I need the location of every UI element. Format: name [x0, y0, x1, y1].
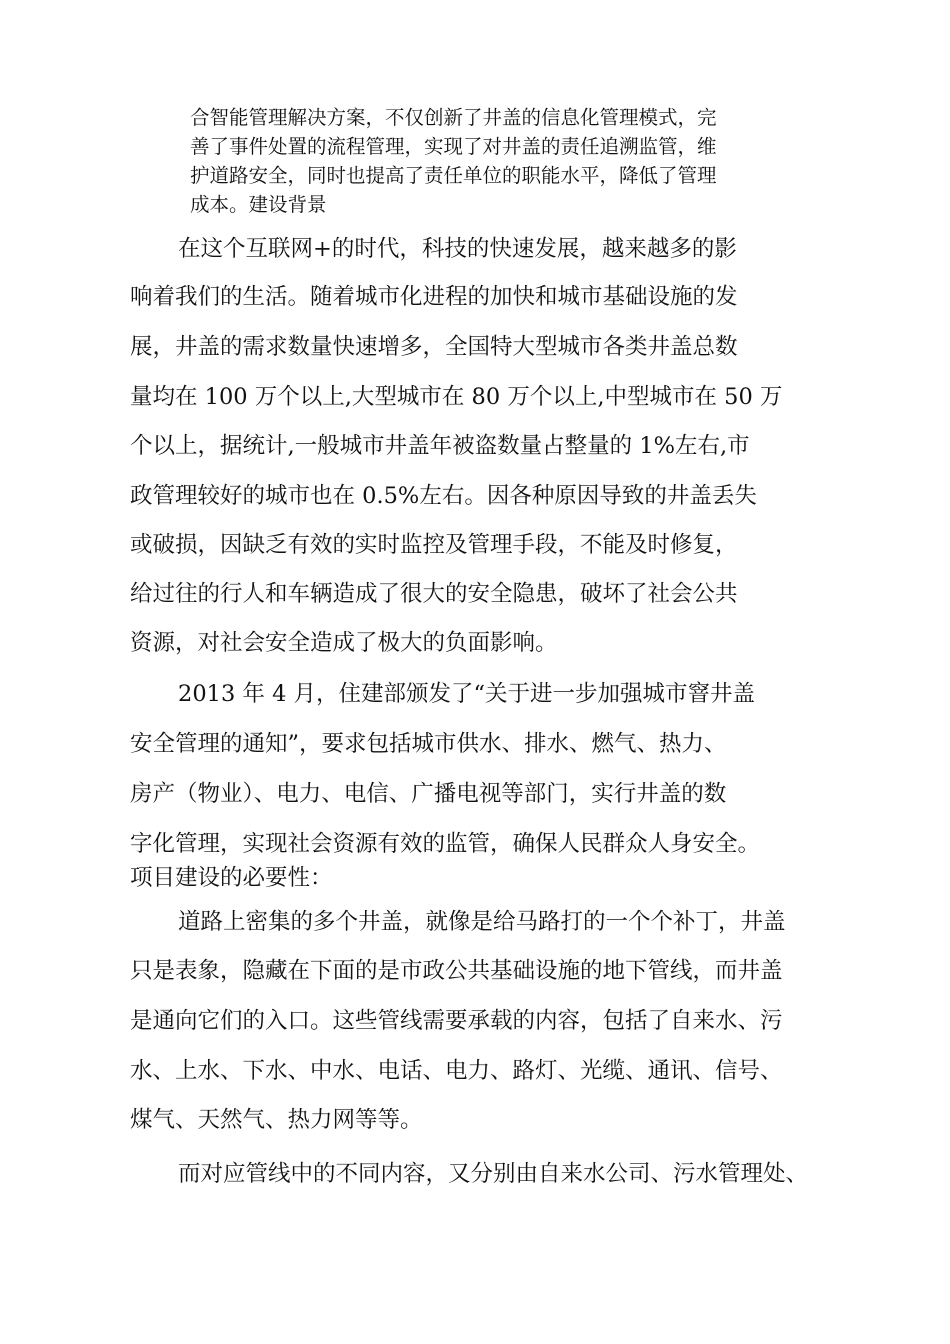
paragraph-line: 而对应管线中的不同内容，又分别由自来水公司、污水管理处、	[178, 1161, 809, 1187]
paragraph-line: 是通向它们的入口。这些管线需要承载的内容，包括了自来水、污	[130, 1008, 783, 1034]
intro-line: 护道路安全，同时也提高了责任单位的职能水平，降低了管理	[190, 164, 717, 187]
paragraph-line: 安全管理的通知”，要求包括城市供水、排水、燃气、热力、	[130, 731, 727, 757]
section-heading: 项目建设的必要性：	[130, 865, 333, 891]
paragraph-line: 在这个互联网+的时代，科技的快速发展，越来越多的影	[178, 236, 737, 262]
paragraph-line: 给过往的行人和车辆造成了很大的安全隐患，破坏了社会公共	[130, 581, 738, 607]
paragraph-line: 煤气、天然气、热力网等等。	[130, 1107, 423, 1133]
intro-line: 善了事件处置的流程管理，实现了对井盖的责任追溯监管，维	[190, 135, 717, 158]
paragraph-line: 量均在 100 万个以上,大型城市在 80 万个以上,中型城市在 50 万	[130, 384, 783, 410]
paragraph-line: 政管理较好的城市也在 0.5%左右。因各种原因导致的井盖丢失	[130, 483, 757, 509]
intro-line: 成本。建设背景	[190, 193, 327, 216]
paragraph-line: 道路上密集的多个井盖，就像是给马路打的一个个补丁，井盖	[178, 909, 786, 935]
paragraph-line: 房产（物业）、电力、电信、广播电视等部门，实行井盖的数	[130, 781, 727, 807]
paragraph-line: 或破损，因缺乏有效的实时监控及管理手段，不能及时修复，	[130, 532, 738, 558]
paragraph-line: 字化管理，实现社会资源有效的监管，确保人民群众人身安全。	[130, 831, 761, 857]
intro-line: 合智能管理解决方案，不仅创新了井盖的信息化管理模式，完	[190, 106, 717, 129]
paragraph-line: 展，井盖的需求数量快速增多，全国特大型城市各类井盖总数	[130, 334, 738, 360]
paragraph-line: 资源，对社会安全造成了极大的负面影响。	[130, 630, 558, 656]
paragraph-line: 响着我们的生活。随着城市化进程的加快和城市基础设施的发	[130, 284, 738, 310]
paragraph-line: 只是表象，隐藏在下面的是市政公共基础设施的地下管线，而井盖	[130, 958, 783, 984]
paragraph-line: 水、上水、下水、中水、电话、电力、路灯、光缆、通讯、信号、	[130, 1058, 783, 1084]
paragraph-line: 2013 年 4 月，住建部颁发了“关于进一步加强城市窨井盖	[178, 681, 756, 707]
paragraph-line: 个以上，据统计,一般城市井盖年被盗数量占整量的 1%左右,市	[130, 433, 750, 459]
